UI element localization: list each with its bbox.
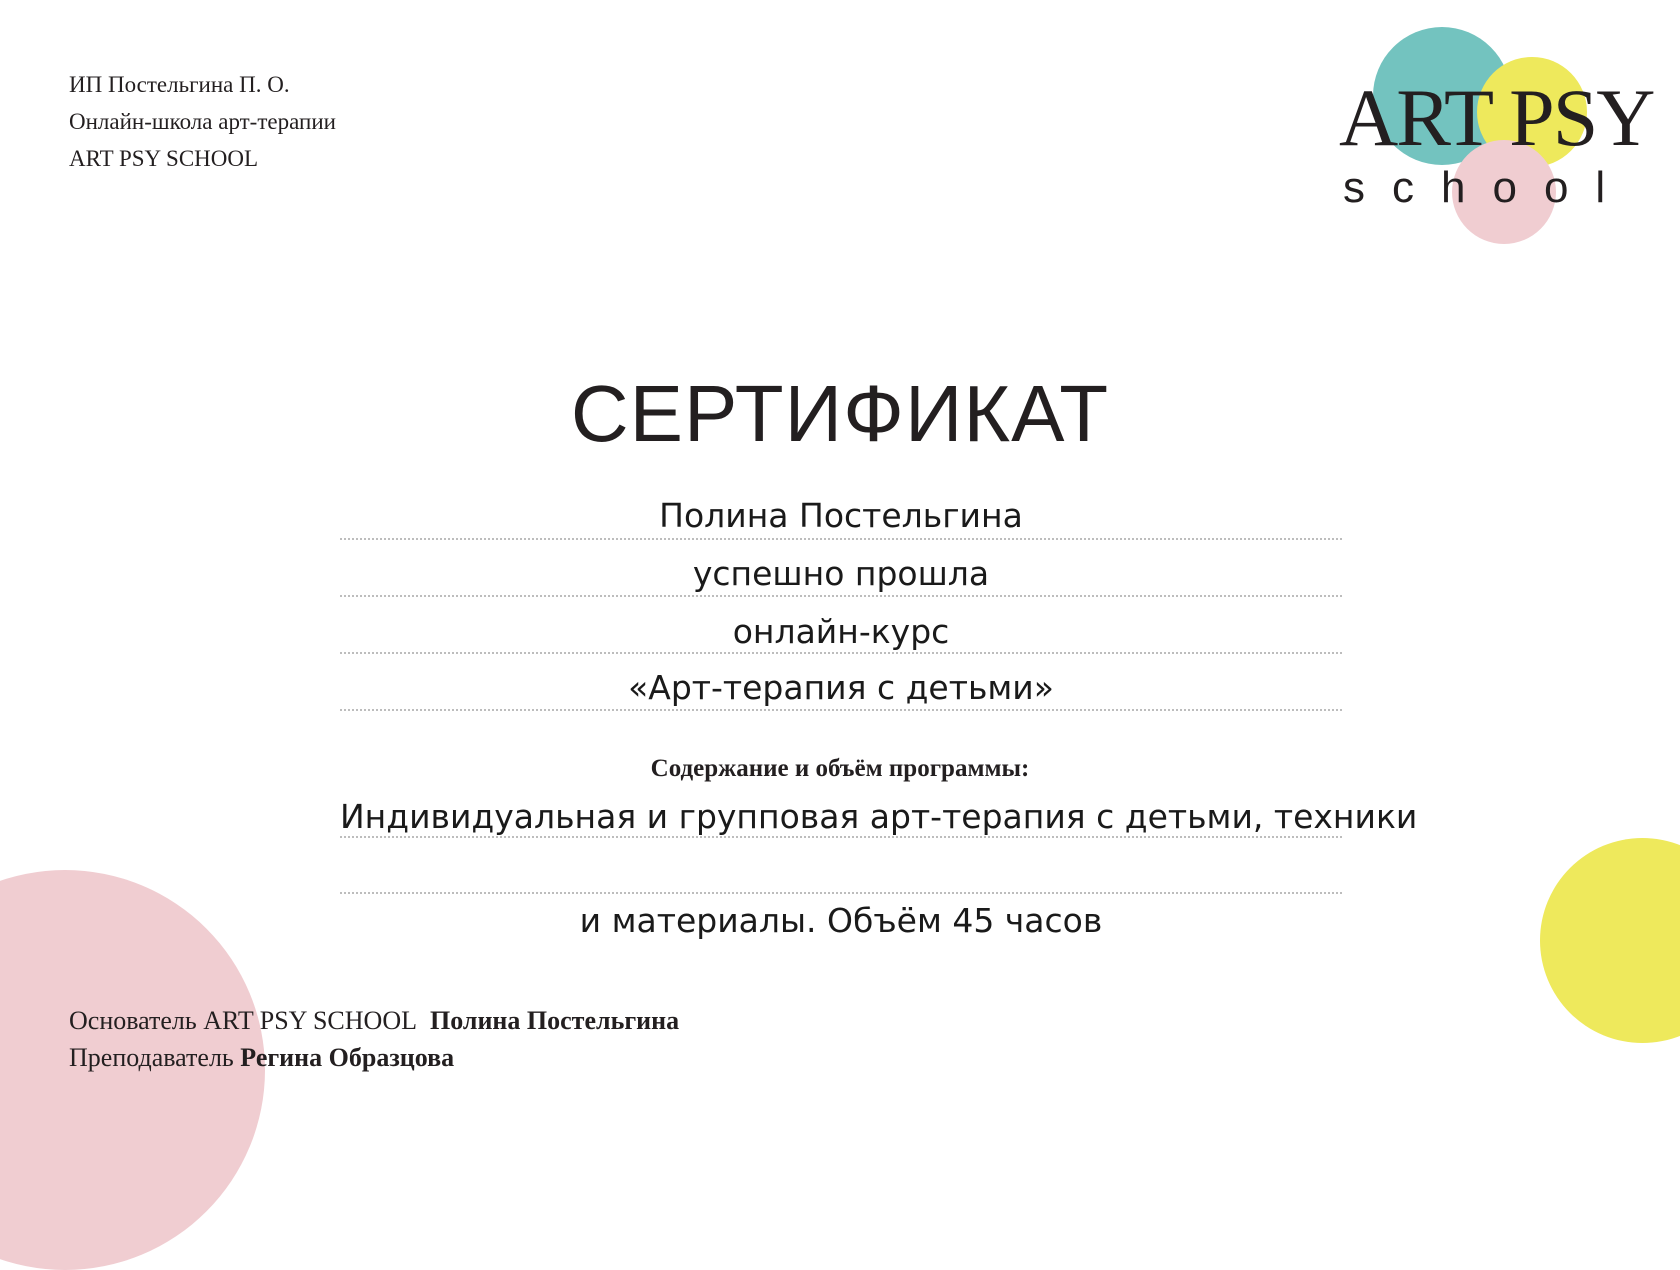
teacher-label: Преподаватель	[69, 1043, 234, 1072]
teacher-row	[69, 1039, 679, 1076]
completion-text: успешно прошла	[692, 554, 990, 593]
issuer-block	[69, 66, 336, 177]
dotted-rule	[340, 709, 1342, 711]
issuer-school: Онлайн-школа арт-терапии	[69, 109, 336, 134]
founder-row	[69, 1002, 679, 1039]
issuer-name: ИП Постельгина П. О.	[69, 72, 290, 97]
decorative-yellow-circle	[1540, 838, 1680, 1043]
signers-block	[69, 1002, 679, 1076]
issuer-brand: ART PSY SCHOOL	[69, 146, 259, 171]
dotted-rule	[340, 652, 1342, 654]
dotted-rule	[340, 892, 1342, 894]
logo-main-text: ART PSY	[1339, 72, 1654, 163]
program-description-line3: и материалы. Объём 45 часов	[579, 901, 1103, 940]
course-type: онлайн-курс	[732, 612, 950, 651]
founder-name: Полина Постельгина	[429, 1006, 680, 1035]
program-heading: Содержание и объём программы:	[650, 755, 1030, 782]
recipient-name: Полина Постельгина	[659, 496, 1023, 535]
dotted-rule	[340, 595, 1342, 597]
founder-label: Основатель ART PSY SCHOOL	[69, 1006, 417, 1035]
art-psy-school-logo	[1335, 22, 1654, 252]
course-name: «Арт-терапия с детьми»	[628, 668, 1054, 707]
teacher-name: Регина Образцова	[240, 1043, 455, 1072]
dotted-rule	[340, 538, 1342, 540]
certificate-title: СЕРТИФИКАТ	[570, 369, 1110, 458]
program-description-line1: Индивидуальная и групповая арт-терапия с детьми, техники	[340, 797, 1418, 836]
dotted-rule	[340, 836, 1342, 838]
logo-sub-text: school	[1343, 163, 1633, 212]
